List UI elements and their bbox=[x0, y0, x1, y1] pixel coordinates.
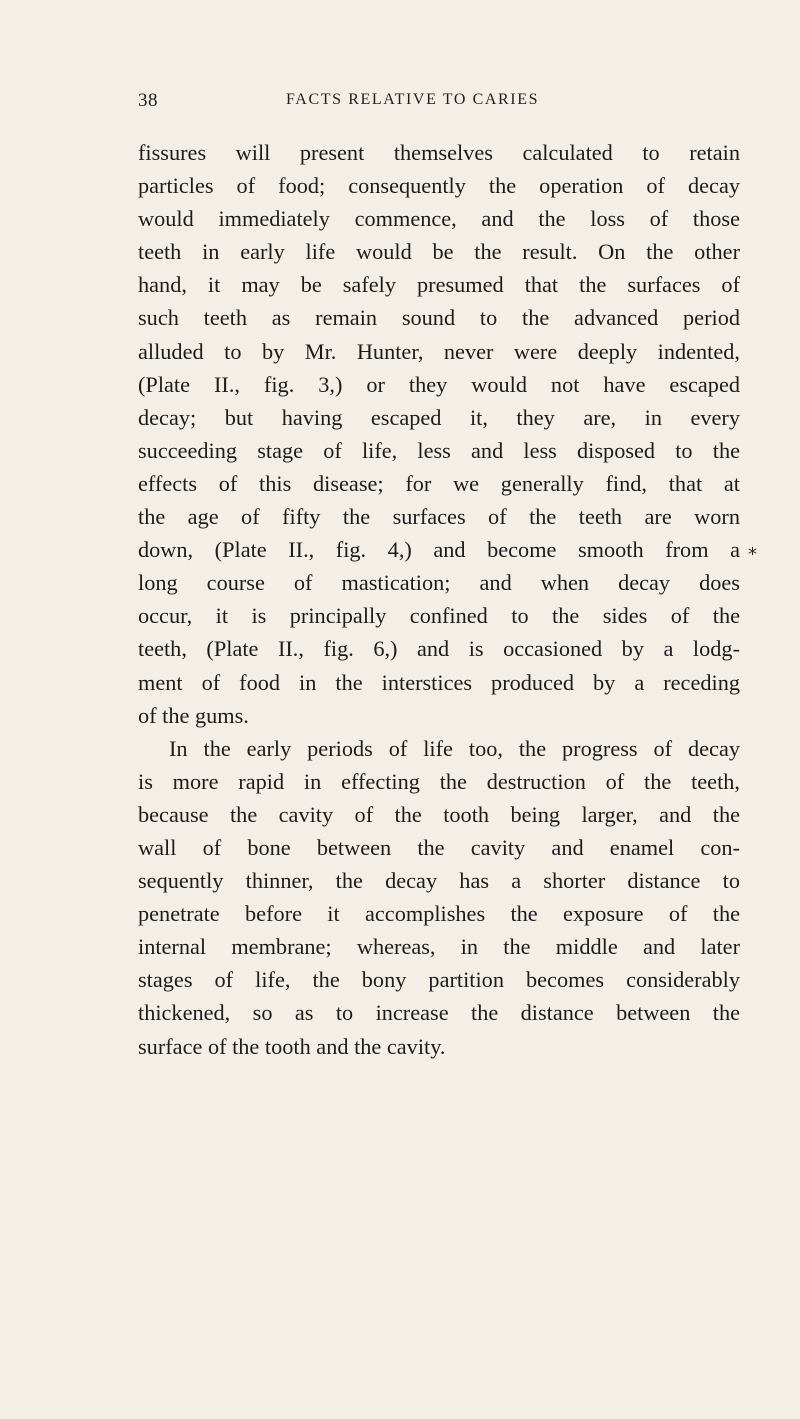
text-line: such teeth as remain sound to the advanced period bbox=[138, 305, 740, 331]
text-line: In the early periods of life too, the progress of decay bbox=[169, 735, 740, 761]
text-line: is more rapid in effecting the destruction of the teeth, bbox=[138, 768, 740, 794]
text-line: because the cavity of the tooth being larger, and the bbox=[138, 801, 740, 827]
text-line: would immediately commence, and the loss of those bbox=[138, 206, 740, 232]
text-line: (Plate II., fig. 3,) or they would not have escaped bbox=[138, 371, 740, 397]
text-line: teeth, (Plate II., fig. 6,) and is occasioned by a lodg- bbox=[138, 636, 740, 662]
text-line: internal membrane; whereas, in the middle and later bbox=[138, 934, 740, 960]
page-header bbox=[138, 90, 738, 120]
marginal-mark: * bbox=[748, 544, 757, 565]
text-line: long course of mastication; and when decay does bbox=[138, 570, 740, 596]
text-line: succeeding stage of life, less and less disposed to the bbox=[138, 437, 740, 463]
text-line: alluded to by Mr. Hunter, never were deeply indented, bbox=[138, 338, 740, 364]
text-line: sequently thinner, the decay has a shorter distance to bbox=[138, 868, 740, 894]
text-line: ment of food in the interstices produced by a receding bbox=[138, 669, 740, 695]
text-line: occur, it is principally confined to the sides of the bbox=[138, 603, 740, 629]
body-text bbox=[138, 136, 740, 1063]
text-line: hand, it may be safely presumed that the surfaces of bbox=[138, 272, 740, 298]
text-line: particles of food; consequently the operation of decay bbox=[138, 173, 740, 199]
text-line: penetrate before it accomplishes the exposure of the bbox=[138, 901, 740, 927]
text-line: the age of fifty the surfaces of the teeth are worn bbox=[138, 504, 740, 530]
running-head: FACTS RELATIVE TO CARIES bbox=[286, 91, 540, 108]
paragraph-2 bbox=[138, 732, 740, 1063]
text-line: thickened, so as to increase the distance between the bbox=[138, 1000, 740, 1026]
text-line: of the gums. bbox=[138, 702, 249, 728]
text-line: decay; but having escaped it, they are, in every bbox=[138, 404, 740, 430]
text-line: effects of this disease; for we generally find, that at bbox=[138, 470, 740, 496]
text-line: stages of life, the bony partition becomes considerably bbox=[138, 967, 740, 993]
page-number: 38 bbox=[138, 90, 158, 111]
text-line: fissures will present themselves calculated to retain bbox=[138, 140, 740, 165]
text-line: teeth in early life would be the result. On the other bbox=[138, 239, 740, 265]
text-line: wall of bone between the cavity and enamel con- bbox=[138, 834, 740, 860]
text-line: surface of the tooth and the cavity. bbox=[138, 1033, 446, 1059]
text-line: down, (Plate II., fig. 4,) and become smooth from a bbox=[138, 537, 740, 563]
paragraph-1 bbox=[138, 136, 740, 732]
